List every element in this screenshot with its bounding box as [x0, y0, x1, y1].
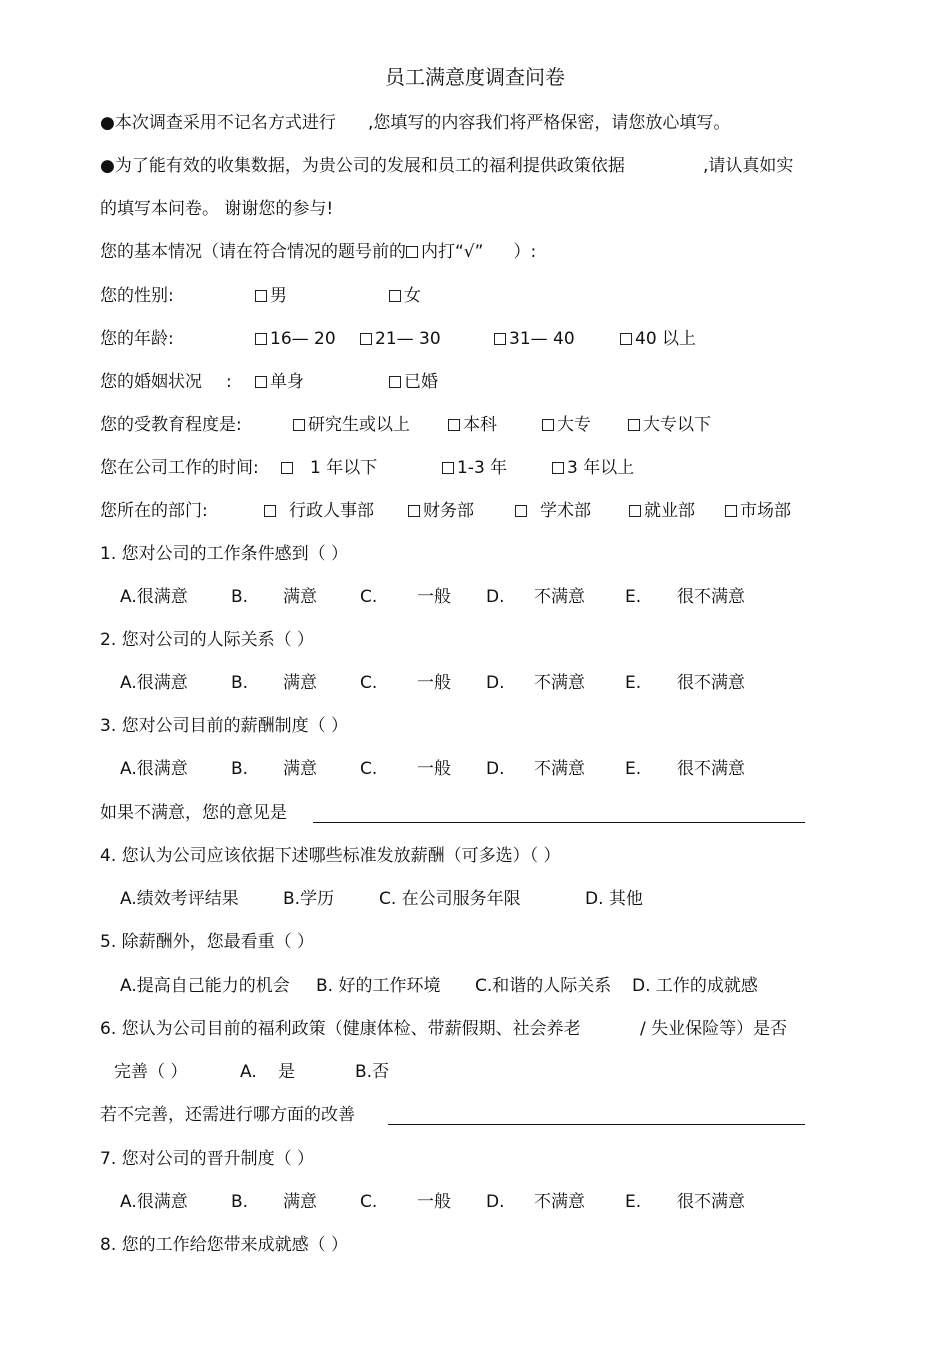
department-option-employment[interactable] — [629, 499, 695, 523]
option-label: 1 年以下 — [310, 458, 378, 478]
intro-line-2b: ,请认真如实 — [703, 156, 794, 176]
option-label: 市场部 — [740, 501, 791, 521]
option-label: 16— 20 — [270, 329, 336, 349]
q4-option-c[interactable]: C. 在公司服务年限 — [379, 889, 521, 909]
question-7: 7. 您对公司的晋升制度（ ） — [100, 1149, 315, 1169]
marital-option-married[interactable] — [389, 370, 438, 394]
option-c-text[interactable]: 一般 — [417, 673, 451, 693]
option-label: 女 — [404, 286, 421, 306]
option-a[interactable]: A.很满意 — [120, 759, 188, 779]
education-label: 您的受教育程度是: — [100, 415, 242, 435]
option-c-letter[interactable]: C. — [360, 587, 378, 607]
q4-option-a[interactable]: A.绩效考评结果 — [120, 889, 239, 909]
question-3-followup-label: 如果不满意，您的意见是 — [100, 803, 287, 823]
option-e-letter[interactable]: E. — [625, 1192, 642, 1212]
option-c-text[interactable]: 一般 — [417, 587, 451, 607]
checkbox-icon[interactable] — [628, 419, 640, 431]
option-e-text[interactable]: 很不满意 — [677, 1192, 745, 1212]
question-5: 5. 除薪酬外，您最看重（ ） — [100, 932, 315, 952]
intro-line-2a: ●为了能有效的收集数据，为贵公司的发展和员工的福利提供政策依据 — [100, 156, 625, 176]
checkbox-icon[interactable] — [442, 462, 454, 474]
option-b-letter[interactable]: B. — [231, 673, 249, 693]
option-label: 就业部 — [644, 501, 695, 521]
option-a[interactable]: A.很满意 — [120, 673, 188, 693]
option-e-letter[interactable]: E. — [625, 759, 642, 779]
gender-option-female[interactable] — [389, 284, 421, 308]
option-b-letter[interactable]: B. — [231, 759, 249, 779]
option-d-text[interactable]: 不满意 — [534, 673, 585, 693]
age-option-16-20[interactable] — [255, 327, 336, 351]
checkbox-icon — [406, 246, 418, 258]
option-d-text[interactable]: 不满意 — [534, 759, 585, 779]
age-option-40-plus[interactable] — [620, 327, 696, 351]
marital-colon: : — [226, 372, 232, 392]
gender-option-male[interactable] — [255, 284, 287, 308]
option-d-text[interactable]: 不满意 — [534, 1192, 585, 1212]
department-option-admin-hr[interactable] — [264, 499, 374, 523]
basic-info-heading-a: 您的基本情况（请在符合情况的题号前的 — [100, 242, 406, 262]
page-title: 员工满意度调查问卷 — [385, 65, 565, 89]
option-c-text[interactable]: 一般 — [417, 1192, 451, 1212]
tenure-label: 您在公司工作的时间: — [100, 458, 259, 478]
option-b-letter[interactable]: B. — [231, 1192, 249, 1212]
option-e-text[interactable]: 很不满意 — [677, 587, 745, 607]
department-option-finance[interactable] — [408, 499, 474, 523]
option-label: 40 以上 — [635, 329, 697, 349]
checkbox-icon[interactable] — [494, 333, 506, 345]
option-d-letter[interactable]: D. — [486, 673, 505, 693]
age-label: 您的年龄: — [100, 329, 174, 349]
department-label: 您所在的部门: — [100, 501, 208, 521]
option-a[interactable]: A.很满意 — [120, 1192, 188, 1212]
question-8: 8. 您的工作给您带来成就感（ ） — [100, 1235, 349, 1255]
option-label: 大专以下 — [643, 415, 711, 435]
option-b-text[interactable]: 满意 — [283, 673, 317, 693]
option-label: 行政人事部 — [289, 501, 374, 521]
checkbox-icon[interactable] — [255, 376, 267, 388]
checkbox-icon[interactable] — [542, 419, 554, 431]
checkbox-icon[interactable] — [389, 290, 401, 302]
checkbox-icon[interactable] — [389, 376, 401, 388]
age-option-31-40[interactable] — [494, 327, 575, 351]
checkbox-icon[interactable] — [515, 505, 527, 517]
option-b-text[interactable]: 满意 — [283, 759, 317, 779]
question-3: 3. 您对公司目前的薪酬制度（ ） — [100, 716, 349, 736]
option-e-text[interactable]: 很不满意 — [677, 673, 745, 693]
basic-info-heading-c: ）: — [513, 242, 537, 262]
option-label: 21— 30 — [375, 329, 441, 349]
education-option-college[interactable] — [542, 413, 591, 437]
option-e-text[interactable]: 很不满意 — [677, 759, 745, 779]
option-label: 本科 — [463, 415, 497, 435]
marital-option-single[interactable] — [255, 370, 304, 394]
checkbox-icon[interactable] — [293, 419, 305, 431]
checkbox-icon[interactable] — [281, 462, 293, 474]
option-label: 大专 — [557, 415, 591, 435]
option-label: 财务部 — [423, 501, 474, 521]
q6-option-b[interactable]: B.否 — [355, 1062, 390, 1082]
option-label: 研究生或以上 — [308, 415, 410, 435]
checkbox-icon[interactable] — [620, 333, 632, 345]
intro-line-1a: ●本次调查采用不记名方式进行 — [100, 113, 336, 133]
question-4: 4. 您认为公司应该依据下述哪些标准发放薪酬（可多选）（ ） — [100, 846, 561, 866]
option-label: 1-3 年 — [457, 458, 508, 478]
checkbox-icon[interactable] — [629, 505, 641, 517]
question-6-line-2: 完善（ ） — [114, 1062, 188, 1082]
age-option-21-30[interactable] — [360, 327, 441, 351]
question-6-answer-line[interactable] — [388, 1124, 805, 1125]
department-option-marketing[interactable] — [725, 499, 791, 523]
q5-option-a[interactable]: A.提高自己能力的机会 — [120, 976, 290, 996]
tenure-option-over-3[interactable] — [552, 456, 634, 480]
question-3-answer-line[interactable] — [313, 822, 805, 823]
q4-option-b[interactable]: B.学历 — [283, 889, 335, 909]
option-label: 已婚 — [404, 372, 438, 392]
option-e-letter[interactable]: E. — [625, 673, 642, 693]
basic-info-heading — [100, 240, 536, 264]
option-label: 31— 40 — [509, 329, 575, 349]
education-option-below-college[interactable] — [628, 413, 711, 437]
checkbox-icon[interactable] — [360, 333, 372, 345]
department-option-academic[interactable] — [515, 499, 591, 523]
education-option-graduate[interactable] — [293, 413, 410, 437]
option-label: 3 年以上 — [567, 458, 635, 478]
tenure-option-1-3[interactable] — [442, 456, 507, 480]
option-b-text[interactable]: 满意 — [283, 1192, 317, 1212]
option-b-letter[interactable]: B. — [231, 587, 249, 607]
basic-info-heading-b: 内打“√” — [421, 242, 484, 262]
option-e-letter[interactable]: E. — [625, 587, 642, 607]
checkbox-icon[interactable] — [725, 505, 737, 517]
gender-label: 您的性别: — [100, 286, 174, 306]
option-d-letter[interactable]: D. — [486, 759, 505, 779]
education-option-bachelor[interactable] — [448, 413, 497, 437]
checkbox-icon[interactable] — [408, 505, 420, 517]
option-c-text[interactable]: 一般 — [417, 759, 451, 779]
intro-line-3: 的填写本问卷。 谢谢您的参与! — [100, 199, 334, 219]
option-c-letter[interactable]: C. — [360, 759, 378, 779]
option-d-letter[interactable]: D. — [486, 587, 505, 607]
option-label: 单身 — [270, 372, 304, 392]
intro-line-1b: ,您填写的内容我们将严格保密，请您放心填写。 — [368, 113, 731, 133]
q5-option-c[interactable]: C.和谐的人际关系 — [475, 976, 612, 996]
marital-label: 您的婚姻状况 — [100, 372, 202, 392]
option-c-letter[interactable]: C. — [360, 1192, 378, 1212]
question-2: 2. 您对公司的人际关系（ ） — [100, 630, 315, 650]
question-1: 1. 您对公司的工作条件感到（ ） — [100, 544, 349, 564]
q6-option-a-letter[interactable]: A. — [240, 1062, 257, 1082]
option-a[interactable]: A.很满意 — [120, 587, 188, 607]
q6-option-a-text[interactable]: 是 — [278, 1062, 295, 1082]
tenure-option-under-1[interactable] — [281, 456, 377, 480]
checkbox-icon[interactable] — [264, 505, 276, 517]
question-6-line-1b: / 失业保险等）是否 — [640, 1019, 788, 1039]
option-label: 男 — [270, 286, 287, 306]
option-c-letter[interactable]: C. — [360, 673, 378, 693]
checkbox-icon[interactable] — [552, 462, 564, 474]
option-d-letter[interactable]: D. — [486, 1192, 505, 1212]
question-6-followup-label: 若不完善，还需进行哪方面的改善 — [100, 1105, 355, 1125]
q5-option-d[interactable]: D. 工作的成就感 — [632, 976, 758, 996]
option-b-text[interactable]: 满意 — [283, 587, 317, 607]
question-6-line-1a: 6. 您认为公司目前的福利政策（健康体检、带薪假期、社会养老 — [100, 1019, 581, 1039]
checkbox-icon[interactable] — [255, 290, 267, 302]
checkbox-icon[interactable] — [255, 333, 267, 345]
q5-option-b[interactable]: B. 好的工作环境 — [316, 976, 441, 996]
option-d-text[interactable]: 不满意 — [534, 587, 585, 607]
option-label: 学术部 — [540, 501, 591, 521]
q4-option-d[interactable]: D. 其他 — [585, 889, 643, 909]
checkbox-icon[interactable] — [448, 419, 460, 431]
